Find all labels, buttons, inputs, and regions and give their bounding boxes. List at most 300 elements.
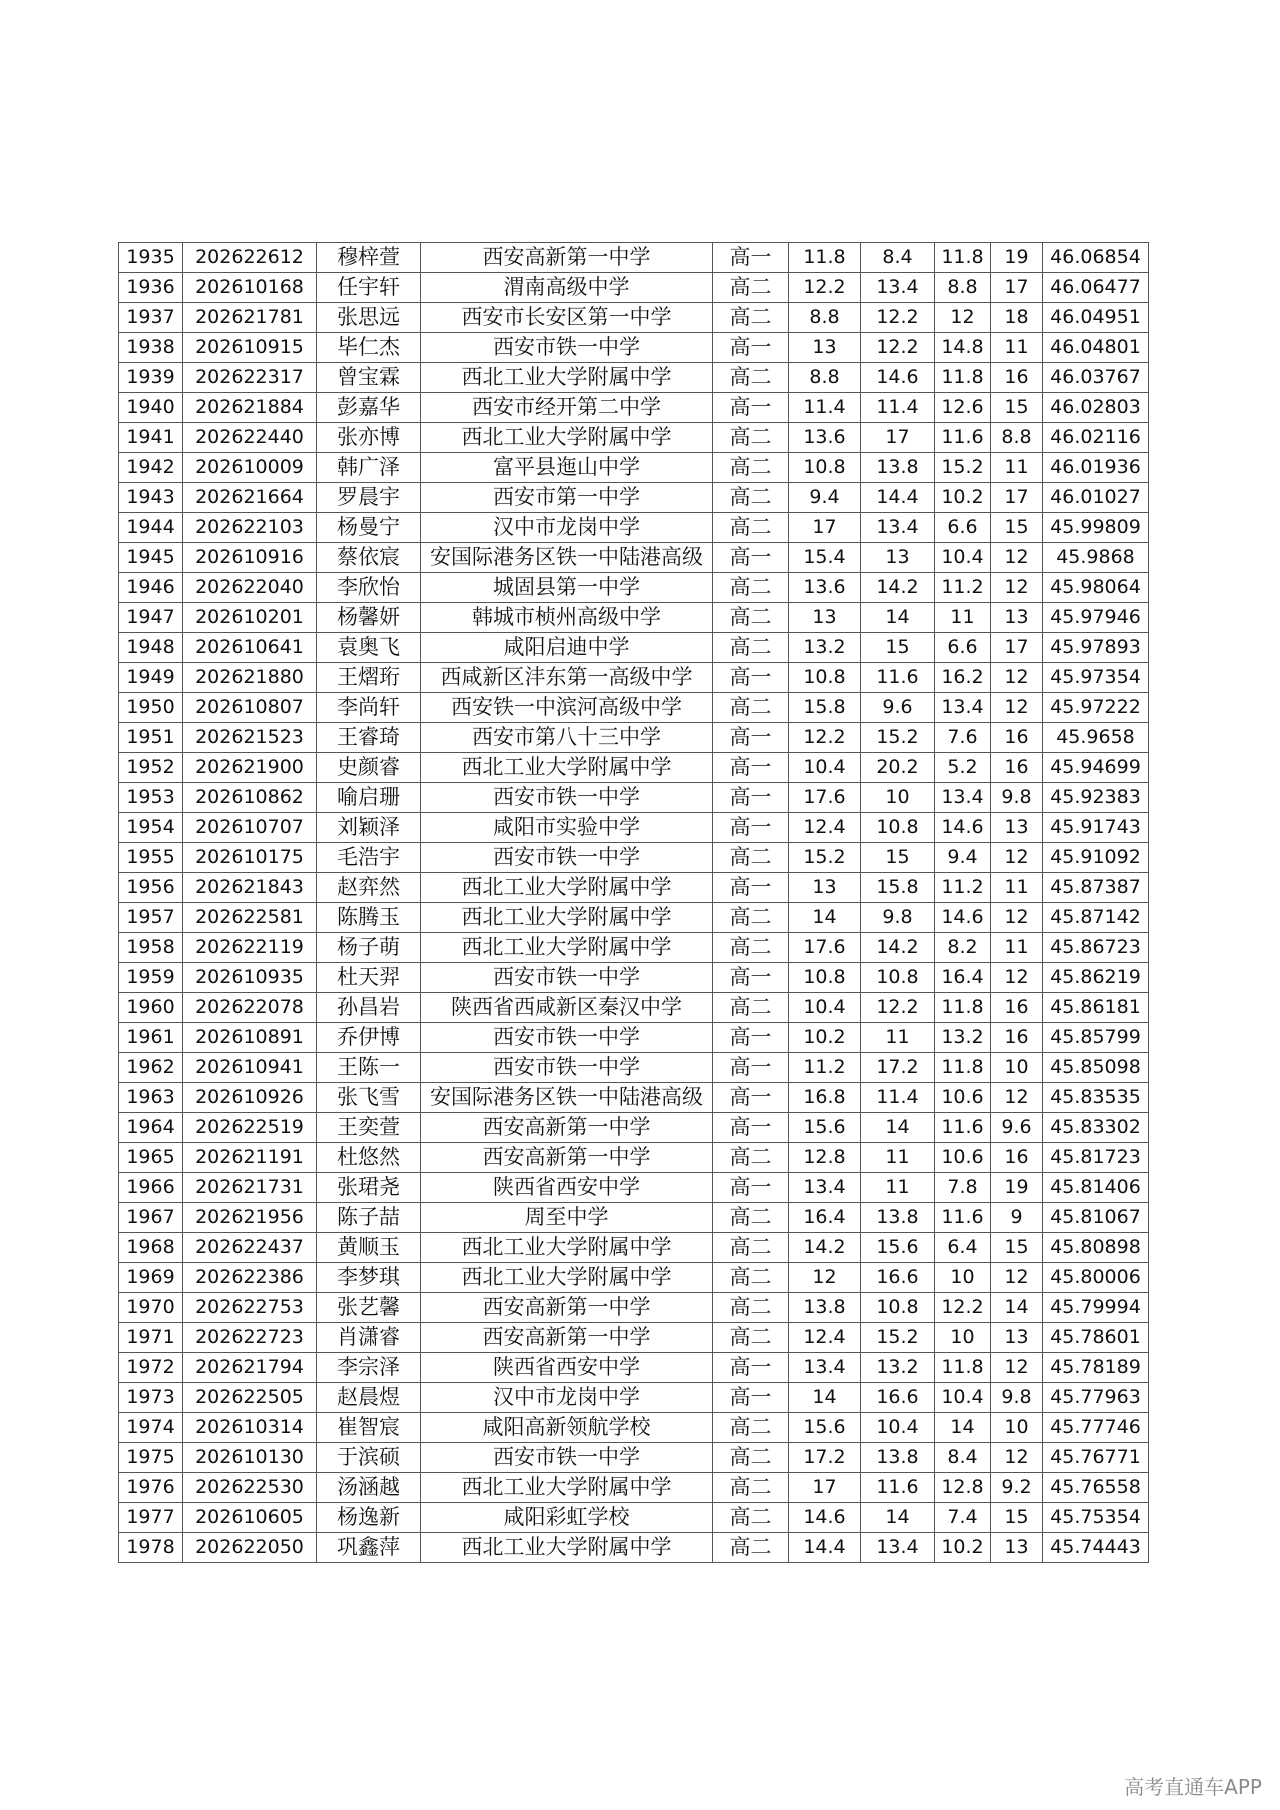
rank-cell: 1969 — [119, 1263, 183, 1293]
score3-cell: 16.2 — [935, 663, 991, 693]
score3-cell: 10.2 — [935, 483, 991, 513]
id-cell: 202610891 — [183, 1023, 317, 1053]
grade-cell: 高一 — [713, 1053, 789, 1083]
score2-cell: 14.2 — [861, 933, 935, 963]
total-cell: 45.91743 — [1043, 813, 1149, 843]
school-cell: 咸阳启迪中学 — [421, 633, 713, 663]
score-table — [118, 242, 1149, 1563]
school-cell: 西安高新第一中学 — [421, 1143, 713, 1173]
grade-cell: 高一 — [713, 543, 789, 573]
score4-cell: 17 — [991, 483, 1043, 513]
id-cell: 202610916 — [183, 543, 317, 573]
table-row — [119, 633, 1149, 663]
table-row — [119, 483, 1149, 513]
name-cell: 黄顺玉 — [317, 1233, 421, 1263]
score4-cell: 15 — [991, 1233, 1043, 1263]
table-row — [119, 663, 1149, 693]
watermark: 高考直通车APP — [1124, 1775, 1262, 1799]
name-cell: 王陈一 — [317, 1053, 421, 1083]
id-cell: 202621843 — [183, 873, 317, 903]
school-cell: 安国际港务区铁一中陆港高级 — [421, 543, 713, 573]
name-cell: 陈腾玉 — [317, 903, 421, 933]
grade-cell: 高一 — [713, 1173, 789, 1203]
table-row — [119, 1263, 1149, 1293]
school-cell: 富平县迤山中学 — [421, 453, 713, 483]
id-cell: 202621664 — [183, 483, 317, 513]
grade-cell: 高二 — [713, 1143, 789, 1173]
id-cell: 202621956 — [183, 1203, 317, 1233]
id-cell: 202610941 — [183, 1053, 317, 1083]
id-cell: 202610641 — [183, 633, 317, 663]
score2-cell: 17.2 — [861, 1053, 935, 1083]
grade-cell: 高二 — [713, 993, 789, 1023]
id-cell: 202610201 — [183, 603, 317, 633]
score3-cell: 11.8 — [935, 1353, 991, 1383]
school-cell: 西北工业大学附属中学 — [421, 933, 713, 963]
rank-cell: 1967 — [119, 1203, 183, 1233]
score3-cell: 11.6 — [935, 423, 991, 453]
table-row — [119, 273, 1149, 303]
total-cell: 45.75354 — [1043, 1503, 1149, 1533]
school-cell: 西北工业大学附属中学 — [421, 1533, 713, 1563]
score3-cell: 11 — [935, 603, 991, 633]
table-row — [119, 1443, 1149, 1473]
total-cell: 45.80006 — [1043, 1263, 1149, 1293]
id-cell: 202622530 — [183, 1473, 317, 1503]
id-cell: 202622119 — [183, 933, 317, 963]
score4-cell: 16 — [991, 363, 1043, 393]
score4-cell: 15 — [991, 393, 1043, 423]
grade-cell: 高二 — [713, 1263, 789, 1293]
name-cell: 袁奥飞 — [317, 633, 421, 663]
school-cell: 西北工业大学附属中学 — [421, 423, 713, 453]
total-cell: 45.9868 — [1043, 543, 1149, 573]
rank-cell: 1948 — [119, 633, 183, 663]
grade-cell: 高二 — [713, 303, 789, 333]
score2-cell: 11.6 — [861, 1473, 935, 1503]
score1-cell: 14 — [789, 1383, 861, 1413]
score3-cell: 8.4 — [935, 1443, 991, 1473]
name-cell: 王睿琦 — [317, 723, 421, 753]
score4-cell: 9 — [991, 1203, 1043, 1233]
id-cell: 202622050 — [183, 1533, 317, 1563]
total-cell: 45.76558 — [1043, 1473, 1149, 1503]
name-cell: 赵晨煜 — [317, 1383, 421, 1413]
school-cell: 西安高新第一中学 — [421, 1323, 713, 1353]
score1-cell: 11.2 — [789, 1053, 861, 1083]
name-cell: 杜悠然 — [317, 1143, 421, 1173]
name-cell: 张思远 — [317, 303, 421, 333]
table-row — [119, 693, 1149, 723]
table-row — [119, 1383, 1149, 1413]
rank-cell: 1974 — [119, 1413, 183, 1443]
id-cell: 202621794 — [183, 1353, 317, 1383]
rank-cell: 1978 — [119, 1533, 183, 1563]
grade-cell: 高二 — [713, 513, 789, 543]
rank-cell: 1942 — [119, 453, 183, 483]
table-row — [119, 1323, 1149, 1353]
name-cell: 蔡依宸 — [317, 543, 421, 573]
id-cell: 202621191 — [183, 1143, 317, 1173]
rank-cell: 1965 — [119, 1143, 183, 1173]
total-cell: 46.04951 — [1043, 303, 1149, 333]
rank-cell: 1961 — [119, 1023, 183, 1053]
score2-cell: 10 — [861, 783, 935, 813]
id-cell: 202622612 — [183, 243, 317, 273]
score4-cell: 13 — [991, 813, 1043, 843]
rank-cell: 1958 — [119, 933, 183, 963]
score4-cell: 10 — [991, 1053, 1043, 1083]
table-row — [119, 1113, 1149, 1143]
score2-cell: 13.2 — [861, 1353, 935, 1383]
name-cell: 毕仁杰 — [317, 333, 421, 363]
id-cell: 202622078 — [183, 993, 317, 1023]
id-cell: 202622103 — [183, 513, 317, 543]
name-cell: 刘颖泽 — [317, 813, 421, 843]
grade-cell: 高二 — [713, 483, 789, 513]
id-cell: 202622040 — [183, 573, 317, 603]
score1-cell: 12.2 — [789, 723, 861, 753]
table-row — [119, 603, 1149, 633]
score3-cell: 12 — [935, 303, 991, 333]
score2-cell: 11.4 — [861, 393, 935, 423]
score4-cell: 12 — [991, 963, 1043, 993]
score4-cell: 12 — [991, 573, 1043, 603]
table-row — [119, 1083, 1149, 1113]
score1-cell: 12.2 — [789, 273, 861, 303]
rank-cell: 1960 — [119, 993, 183, 1023]
score2-cell: 15.8 — [861, 873, 935, 903]
name-cell: 杨馨妍 — [317, 603, 421, 633]
score4-cell: 13 — [991, 1533, 1043, 1563]
rank-cell: 1937 — [119, 303, 183, 333]
score4-cell: 11 — [991, 873, 1043, 903]
grade-cell: 高二 — [713, 363, 789, 393]
score2-cell: 9.6 — [861, 693, 935, 723]
score3-cell: 10 — [935, 1323, 991, 1353]
score1-cell: 13.4 — [789, 1353, 861, 1383]
table-row — [119, 1173, 1149, 1203]
rank-cell: 1939 — [119, 363, 183, 393]
score2-cell: 17 — [861, 423, 935, 453]
table-row — [119, 813, 1149, 843]
score2-cell: 13.4 — [861, 1533, 935, 1563]
name-cell: 孙昌岩 — [317, 993, 421, 1023]
name-cell: 巩鑫萍 — [317, 1533, 421, 1563]
rank-cell: 1975 — [119, 1443, 183, 1473]
table-row — [119, 573, 1149, 603]
grade-cell: 高一 — [713, 723, 789, 753]
score2-cell: 11 — [861, 1023, 935, 1053]
total-cell: 45.97946 — [1043, 603, 1149, 633]
score2-cell: 20.2 — [861, 753, 935, 783]
school-cell: 西北工业大学附属中学 — [421, 1263, 713, 1293]
score3-cell: 11.8 — [935, 993, 991, 1023]
score1-cell: 13.4 — [789, 1173, 861, 1203]
id-cell: 202610926 — [183, 1083, 317, 1113]
score3-cell: 13.2 — [935, 1023, 991, 1053]
score1-cell: 15.2 — [789, 843, 861, 873]
score2-cell: 11.6 — [861, 663, 935, 693]
grade-cell: 高二 — [713, 1443, 789, 1473]
grade-cell: 高一 — [713, 1383, 789, 1413]
score4-cell: 9.8 — [991, 1383, 1043, 1413]
score2-cell: 10.4 — [861, 1413, 935, 1443]
score4-cell: 12 — [991, 843, 1043, 873]
total-cell: 46.01936 — [1043, 453, 1149, 483]
score3-cell: 13.4 — [935, 693, 991, 723]
name-cell: 张亦博 — [317, 423, 421, 453]
score4-cell: 12 — [991, 1353, 1043, 1383]
score2-cell: 10.8 — [861, 813, 935, 843]
id-cell: 202622519 — [183, 1113, 317, 1143]
score4-cell: 16 — [991, 1143, 1043, 1173]
score1-cell: 12.4 — [789, 1323, 861, 1353]
grade-cell: 高二 — [713, 1293, 789, 1323]
rank-cell: 1970 — [119, 1293, 183, 1323]
score3-cell: 6.6 — [935, 633, 991, 663]
table-row — [119, 393, 1149, 423]
score2-cell: 10.8 — [861, 1293, 935, 1323]
total-cell: 45.76771 — [1043, 1443, 1149, 1473]
grade-cell: 高二 — [713, 1413, 789, 1443]
score2-cell: 13.8 — [861, 1203, 935, 1233]
school-cell: 西安高新第一中学 — [421, 1293, 713, 1323]
total-cell: 46.06854 — [1043, 243, 1149, 273]
id-cell: 202610605 — [183, 1503, 317, 1533]
score1-cell: 9.4 — [789, 483, 861, 513]
score2-cell: 14.4 — [861, 483, 935, 513]
table-row — [119, 453, 1149, 483]
id-cell: 202621900 — [183, 753, 317, 783]
score1-cell: 13 — [789, 873, 861, 903]
name-cell: 王奕萱 — [317, 1113, 421, 1143]
score3-cell: 11.6 — [935, 1203, 991, 1233]
name-cell: 喻启珊 — [317, 783, 421, 813]
score3-cell: 12.8 — [935, 1473, 991, 1503]
score3-cell: 16.4 — [935, 963, 991, 993]
grade-cell: 高二 — [713, 423, 789, 453]
grade-cell: 高二 — [713, 603, 789, 633]
total-cell: 45.86181 — [1043, 993, 1149, 1023]
table-row — [119, 513, 1149, 543]
grade-cell: 高一 — [713, 1113, 789, 1143]
total-cell: 45.92383 — [1043, 783, 1149, 813]
school-cell: 西安市铁一中学 — [421, 1053, 713, 1083]
score1-cell: 10.2 — [789, 1023, 861, 1053]
id-cell: 202610862 — [183, 783, 317, 813]
name-cell: 曾宝霖 — [317, 363, 421, 393]
score3-cell: 11.6 — [935, 1113, 991, 1143]
total-cell: 45.83302 — [1043, 1113, 1149, 1143]
score1-cell: 10.4 — [789, 993, 861, 1023]
id-cell: 202622753 — [183, 1293, 317, 1323]
score2-cell: 11 — [861, 1173, 935, 1203]
score3-cell: 15.2 — [935, 453, 991, 483]
score2-cell: 14.2 — [861, 573, 935, 603]
rank-cell: 1941 — [119, 423, 183, 453]
total-cell: 45.9658 — [1043, 723, 1149, 753]
score1-cell: 14 — [789, 903, 861, 933]
name-cell: 杨曼宁 — [317, 513, 421, 543]
rank-cell: 1949 — [119, 663, 183, 693]
score1-cell: 10.8 — [789, 453, 861, 483]
name-cell: 陈子喆 — [317, 1203, 421, 1233]
id-cell: 202622505 — [183, 1383, 317, 1413]
score4-cell: 16 — [991, 753, 1043, 783]
rank-cell: 1964 — [119, 1113, 183, 1143]
score2-cell: 11 — [861, 1143, 935, 1173]
grade-cell: 高一 — [713, 333, 789, 363]
name-cell: 李欣怡 — [317, 573, 421, 603]
table-body — [119, 243, 1149, 1563]
rank-cell: 1940 — [119, 393, 183, 423]
total-cell: 45.94699 — [1043, 753, 1149, 783]
total-cell: 45.97893 — [1043, 633, 1149, 663]
name-cell: 任宇轩 — [317, 273, 421, 303]
total-cell: 45.78189 — [1043, 1353, 1149, 1383]
table-row — [119, 933, 1149, 963]
table-row — [119, 1293, 1149, 1323]
rank-cell: 1951 — [119, 723, 183, 753]
score2-cell: 12.2 — [861, 303, 935, 333]
score2-cell: 14 — [861, 603, 935, 633]
score1-cell: 13.8 — [789, 1293, 861, 1323]
table-row — [119, 873, 1149, 903]
score4-cell: 12 — [991, 1443, 1043, 1473]
id-cell: 202622437 — [183, 1233, 317, 1263]
score3-cell: 10.4 — [935, 1383, 991, 1413]
table-row — [119, 1473, 1149, 1503]
score3-cell: 11.2 — [935, 873, 991, 903]
score4-cell: 9.6 — [991, 1113, 1043, 1143]
total-cell: 45.87142 — [1043, 903, 1149, 933]
score3-cell: 10.6 — [935, 1083, 991, 1113]
grade-cell: 高二 — [713, 903, 789, 933]
score4-cell: 16 — [991, 1023, 1043, 1053]
grade-cell: 高一 — [713, 243, 789, 273]
score4-cell: 16 — [991, 993, 1043, 1023]
score2-cell: 12.2 — [861, 993, 935, 1023]
score4-cell: 19 — [991, 1173, 1043, 1203]
score3-cell: 10.6 — [935, 1143, 991, 1173]
total-cell: 45.79994 — [1043, 1293, 1149, 1323]
score3-cell: 11.8 — [935, 363, 991, 393]
table-row — [119, 963, 1149, 993]
grade-cell: 高一 — [713, 813, 789, 843]
school-cell: 西安市经开第二中学 — [421, 393, 713, 423]
school-cell: 韩城市桢州高级中学 — [421, 603, 713, 633]
score1-cell: 17.6 — [789, 783, 861, 813]
name-cell: 张飞雪 — [317, 1083, 421, 1113]
grade-cell: 高二 — [713, 573, 789, 603]
id-cell: 202610130 — [183, 1443, 317, 1473]
id-cell: 202622723 — [183, 1323, 317, 1353]
rank-cell: 1957 — [119, 903, 183, 933]
id-cell: 202621880 — [183, 663, 317, 693]
grade-cell: 高一 — [713, 783, 789, 813]
name-cell: 彭嘉华 — [317, 393, 421, 423]
school-cell: 城固县第一中学 — [421, 573, 713, 603]
table-row — [119, 243, 1149, 273]
score1-cell: 14.2 — [789, 1233, 861, 1263]
total-cell: 46.06477 — [1043, 273, 1149, 303]
total-cell: 45.97222 — [1043, 693, 1149, 723]
score2-cell: 11.4 — [861, 1083, 935, 1113]
total-cell: 45.78601 — [1043, 1323, 1149, 1353]
school-cell: 西北工业大学附属中学 — [421, 753, 713, 783]
school-cell: 咸阳彩虹学校 — [421, 1503, 713, 1533]
score3-cell: 7.4 — [935, 1503, 991, 1533]
score4-cell: 17 — [991, 273, 1043, 303]
score2-cell: 14.6 — [861, 363, 935, 393]
school-cell: 西安市铁一中学 — [421, 333, 713, 363]
total-cell: 45.85799 — [1043, 1023, 1149, 1053]
total-cell: 45.81406 — [1043, 1173, 1149, 1203]
score4-cell: 8.8 — [991, 423, 1043, 453]
total-cell: 45.86723 — [1043, 933, 1149, 963]
rank-cell: 1947 — [119, 603, 183, 633]
score3-cell: 7.8 — [935, 1173, 991, 1203]
table-row — [119, 753, 1149, 783]
score4-cell: 12 — [991, 903, 1043, 933]
score1-cell: 10.8 — [789, 663, 861, 693]
name-cell: 乔伊博 — [317, 1023, 421, 1053]
total-cell: 45.97354 — [1043, 663, 1149, 693]
score3-cell: 7.6 — [935, 723, 991, 753]
rank-cell: 1962 — [119, 1053, 183, 1083]
score3-cell: 11.8 — [935, 243, 991, 273]
score2-cell: 13.8 — [861, 453, 935, 483]
score1-cell: 15.4 — [789, 543, 861, 573]
school-cell: 西安市铁一中学 — [421, 783, 713, 813]
rank-cell: 1943 — [119, 483, 183, 513]
total-cell: 45.81723 — [1043, 1143, 1149, 1173]
id-cell: 202622317 — [183, 363, 317, 393]
grade-cell: 高一 — [713, 963, 789, 993]
score3-cell: 9.4 — [935, 843, 991, 873]
id-cell: 202622581 — [183, 903, 317, 933]
total-cell: 46.01027 — [1043, 483, 1149, 513]
school-cell: 陕西省西安中学 — [421, 1353, 713, 1383]
score2-cell: 16.6 — [861, 1263, 935, 1293]
score2-cell: 15.2 — [861, 1323, 935, 1353]
score3-cell: 6.4 — [935, 1233, 991, 1263]
score1-cell: 15.6 — [789, 1113, 861, 1143]
id-cell: 202610009 — [183, 453, 317, 483]
score2-cell: 8.4 — [861, 243, 935, 273]
name-cell: 杨逸新 — [317, 1503, 421, 1533]
school-cell: 西安市铁一中学 — [421, 1443, 713, 1473]
school-cell: 陕西省西咸新区秦汉中学 — [421, 993, 713, 1023]
rank-cell: 1935 — [119, 243, 183, 273]
rank-cell: 1956 — [119, 873, 183, 903]
name-cell: 毛浩宇 — [317, 843, 421, 873]
table-row — [119, 1413, 1149, 1443]
school-cell: 西安高新第一中学 — [421, 1113, 713, 1143]
rank-cell: 1976 — [119, 1473, 183, 1503]
score1-cell: 13.2 — [789, 633, 861, 663]
score1-cell: 8.8 — [789, 303, 861, 333]
rank-cell: 1950 — [119, 693, 183, 723]
grade-cell: 高二 — [713, 1503, 789, 1533]
score1-cell: 17 — [789, 513, 861, 543]
score4-cell: 17 — [991, 633, 1043, 663]
score4-cell: 13 — [991, 1323, 1043, 1353]
rank-cell: 1973 — [119, 1383, 183, 1413]
grade-cell: 高一 — [713, 1023, 789, 1053]
rank-cell: 1936 — [119, 273, 183, 303]
